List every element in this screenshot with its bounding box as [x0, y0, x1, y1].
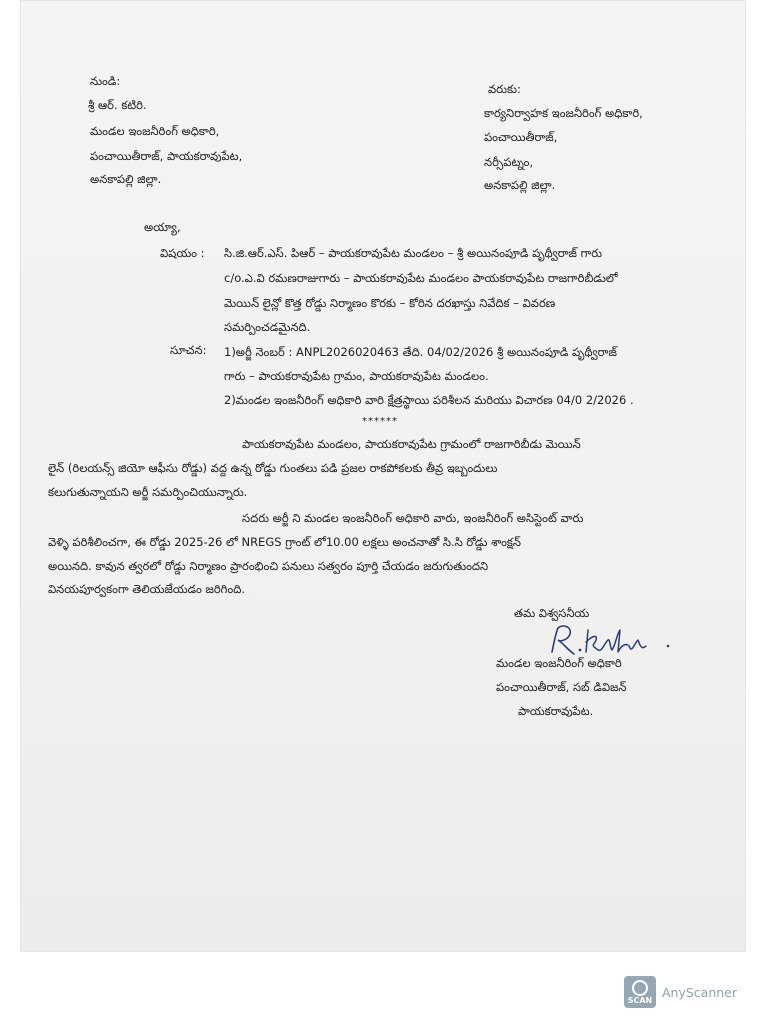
reference-line-1: 1)అర్జీ నెంబర్ : ANPL2026020463 తేది. 04/02/2026 శ్రీ అయినంపూడి పృథ్వీరాజ్: [224, 345, 617, 359]
sender-name: శ్రీ ఆర్. కటిరి.: [88, 98, 147, 112]
sender-designation: మండల ఇంజనీరింగ్ అధికారి,: [90, 124, 220, 138]
body-para1-line: లైన్ (రిలయన్స్ జియో ఆఫీసు రోడ్డు) వద్ద ఉన్న రోడ్డు గుంతలు పడి ప్రజల రాకపోకలకు తీవ్ర ఇబ్బందులు: [48, 461, 498, 475]
subject-line: మెయిన్ లైన్లో కొత్త రోడ్డు నిర్మాణం కొరకు – కోరిన దరఖాస్తు నివేదిక – వివరణ: [224, 296, 556, 310]
closing-place: పాయకరావుపేట.: [518, 704, 594, 718]
body-para2-line: అయినది. కావున త్వరలో రోడ్డు నిర్మాణం ప్రారంభించి పనులు సత్వరం పూర్తి చేయడం జరుగుతుందని: [48, 559, 489, 573]
subject-line: సి.జి.ఆర్.ఎస్. పిఆర్ – పాయకరావుపేట మండలం – శ్రీ అయినంపూడి పృథ్వీరాజ్ గారు: [224, 246, 602, 260]
from-heading: నుండి:: [90, 74, 121, 88]
to-heading: వరుకు:: [488, 82, 521, 96]
body-para2-line: వెళ్ళి పరిశీలించగా, ఈ రోడ్డు 2025-26 లో NREGS గ్రాంట్ లో10.00 లక్షలు అంచనాతో సి.సి రోడ్డు శాంక్షన్: [48, 535, 521, 549]
body-para1-line: కలుగుతున్నాయని అర్జీ సమర్పించియున్నారు.: [48, 485, 248, 499]
scanner-app-icon: [624, 976, 656, 1008]
recipient-office: పంచాయితీరాజ్,: [484, 130, 558, 144]
subject-label: విషయం :: [160, 246, 205, 260]
body-para1-line: పాయకరావుపేట మండలం, పాయకరావుపేట గ్రామంలో రాజగారిబీడు మెయిన్: [242, 437, 581, 451]
scanner-watermark: [624, 976, 737, 1008]
scanner-icon-label: SCAN: [627, 996, 653, 1005]
signature-image: [546, 620, 686, 660]
sender-office: పంచాయితీరాజ్, పాయకరావుపేట,: [90, 149, 243, 163]
body-para2-line: వినయపూర్వకంగా తెలియజేయడం జరిగింది.: [48, 582, 245, 596]
sender-district: అనకాపల్లి జిల్లా.: [90, 172, 162, 186]
salutation: అయ్యా,: [144, 220, 181, 234]
scanner-app-name: AnyScanner: [662, 984, 738, 1000]
reference-line-2: గారు – పాయకరావుపేట గ్రామం, పాయకరావుపేట మండలం.: [224, 369, 489, 383]
closing-yours: తమ విశ్వసనీయ: [514, 606, 590, 620]
separator-stars: ******: [362, 416, 398, 427]
recipient-place: నర్సీపట్నం,: [484, 155, 534, 169]
scanned-letter-page: [20, 0, 746, 952]
closing-office: పంచాయితీరాజ్, సబ్ డివిజన్: [496, 680, 627, 694]
recipient-designation: కార్యనిర్వాహక ఇంజనీరింగ్ అధికారి,: [484, 106, 643, 120]
reference-label: సూచన:: [170, 343, 207, 357]
closing-designation: మండల ఇంజనీరింగ్ అధికారి: [496, 656, 622, 670]
recipient-district: అనకాపల్లి జిల్లా.: [484, 178, 556, 192]
body-para2-line: సదరు అర్జీ ని మండల ఇంజనీరింగ్ అధికారి వారు, ఇంజనీరింగ్ అసిస్టెంట్ వారు: [242, 511, 584, 525]
reference-line-3: 2)మండల ఇంజనీరింగ్ అధికారి వారి క్షేత్రస్థాయి పరిశీలన మరియు విచారణ 04/0 2/2026 .: [224, 393, 634, 407]
subject-line: సమర్పించడమైనది.: [224, 320, 311, 334]
subject-line: c/o.ఎ.వి రమణరాజుగారు – పాయకరావుపేట మండలం పాయకరావుపేట రాజగారిబీడులో: [224, 271, 618, 285]
